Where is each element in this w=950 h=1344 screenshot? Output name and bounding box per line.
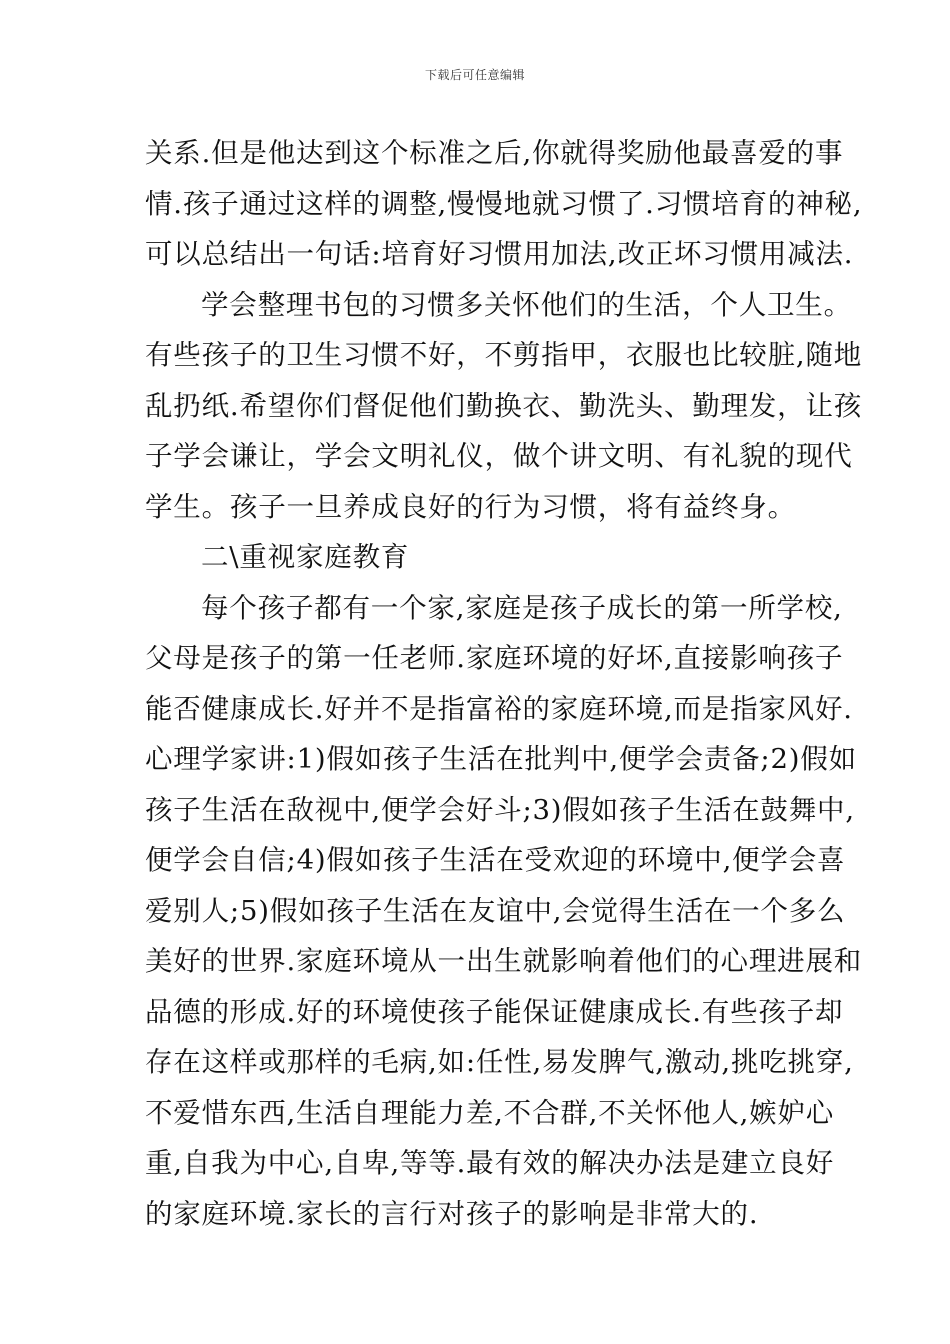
- document-body: [145, 128, 863, 1239]
- text-line: 子学会谦让，学会文明礼仪，做个讲文明、有礼貌的现代: [145, 440, 853, 472]
- text-line: 存在这样或那样的毛病,如:任性,易发脾气,激动,挑吃挑穿,: [145, 1046, 854, 1078]
- text-line: 便学会自信;4)假如孩子生活在受欢迎的环境中,便学会喜: [145, 844, 846, 876]
- text-line: 的家庭环境.家长的言行对孩子的影响是非常大的.: [145, 1197, 759, 1230]
- text-line: 有些孩子的卫生习惯不好，不剪指甲，衣服也比较脏,随地: [145, 339, 863, 371]
- text-line: 美好的世界.家庭环境从一出生就影响着他们的心理进展和: [145, 945, 863, 977]
- text-line: 心理学家讲:1)假如孩子生活在批判中,便学会责备;2)假如: [145, 743, 857, 775]
- text-line: 学生。孩子一旦养成良好的行为习惯，将有益终身。: [145, 490, 796, 523]
- text-line: 爱别人;5)假如孩子生活在友谊中,会觉得生活在一个多么: [145, 894, 846, 927]
- page-header: 下载后可任意编辑: [424, 68, 525, 82]
- paragraph-first-line: 每个孩子都有一个家,家庭是孩子成长的第一所学校,: [201, 591, 843, 624]
- text-line: 孩子生活在敌视中,便学会好斗;3)假如孩子生活在鼓舞中,: [145, 793, 855, 826]
- text-line: 乱扔纸.希望你们督促他们勤换衣、勤洗头、勤理发，让孩: [145, 389, 863, 422]
- section-heading: 二\重视家庭教育: [201, 541, 410, 573]
- text-line: 情.孩子通过这样的调整,慢慢地就习惯了.习惯培育的神秘,: [145, 187, 863, 220]
- text-line: 品德的形成.好的环境使孩子能保证健康成长.有些孩子却: [145, 995, 844, 1028]
- text-line: 可以总结出一句话:培育好习惯用加法,改正坏习惯用减法.: [145, 238, 854, 270]
- text-line: 重,自我为中心,自卑,等等.最有效的解决办法是建立良好: [145, 1147, 835, 1179]
- text-line: 能否健康成长.好并不是指富裕的家庭环境,而是指家风好.: [145, 692, 853, 725]
- text-line: 不爱惜东西,生活自理能力差,不合群,不关怀他人,嫉妒心: [145, 1096, 835, 1129]
- text-line: 关系.但是他达到这个标准之后,你就得奖励他最喜爱的事: [145, 137, 844, 169]
- text-line: 父母是孩子的第一任老师.家庭环境的好坏,直接影响孩子: [145, 642, 844, 674]
- paragraph-first-line: 学会整理书包的习惯多关怀他们的生活，个人卫生。: [201, 288, 852, 321]
